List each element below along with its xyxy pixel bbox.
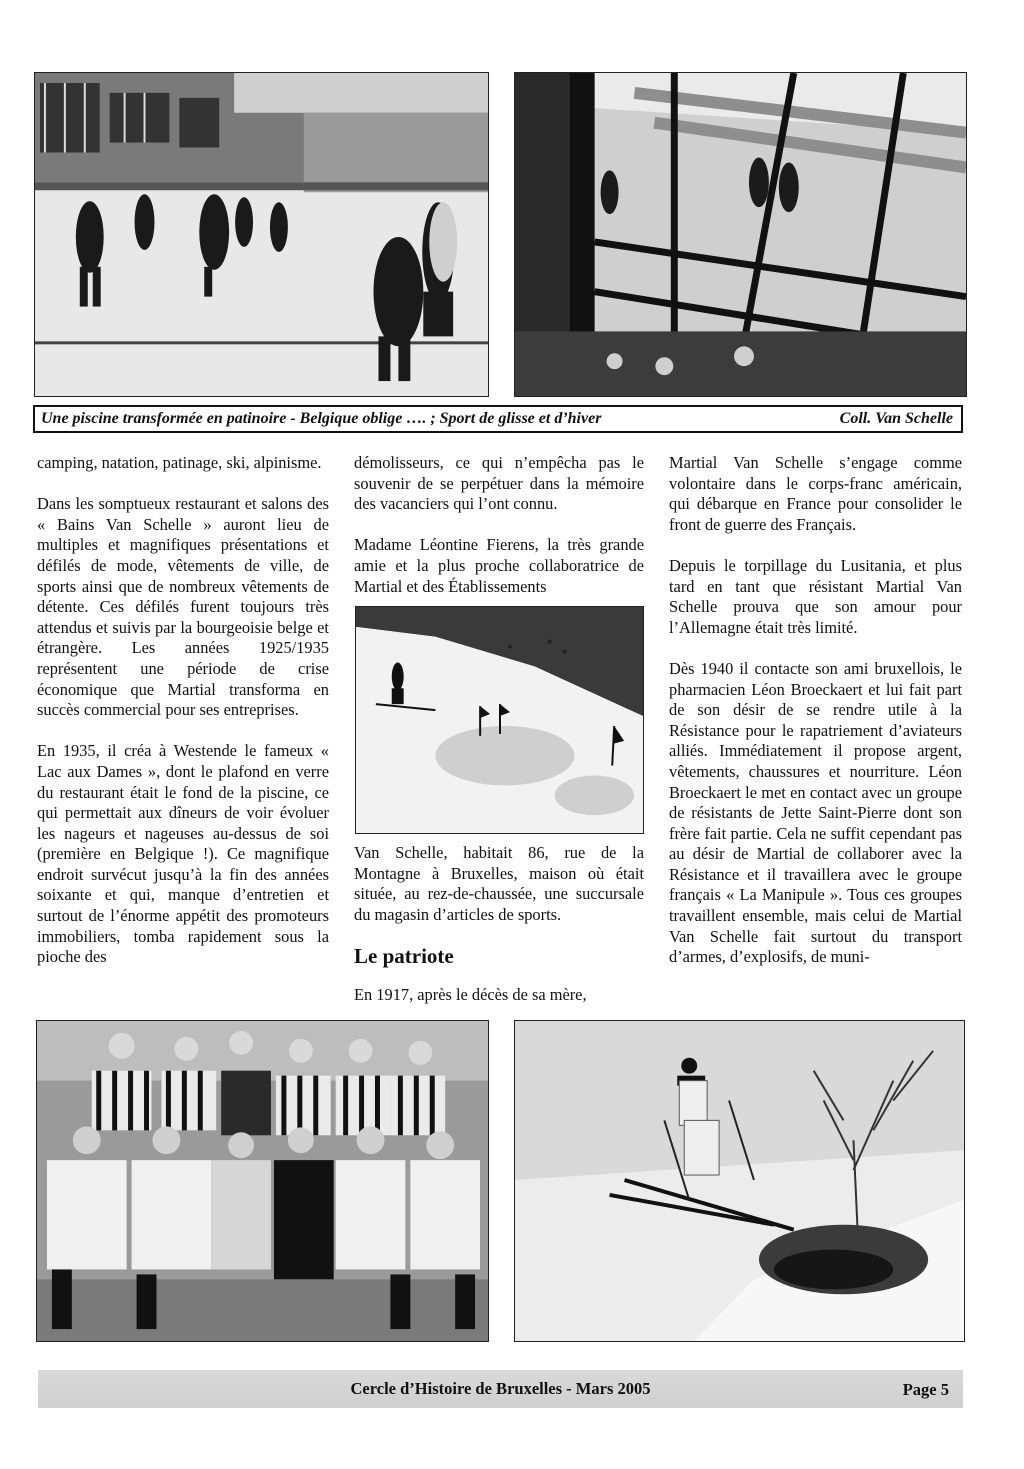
col2-paragraph-2: Madame Léontine Fierens, la très grande amie et la plus proche collaboratrice de Martial et des Établissements bbox=[354, 535, 644, 596]
page-number: Page 5 bbox=[902, 1380, 949, 1399]
col2-paragraph-1: démolisseurs, ce qui n’empêcha pas le souvenir de se perpétuer dans la mémoire des vacanciers qui l’ont connu. bbox=[354, 453, 644, 514]
col1-paragraph-1: camping, natation, patinage, ski, alpinisme. bbox=[37, 453, 322, 472]
col2-paragraph-3: Van Schelle, habitait 86, rue de la Montagne à Bruxelles, maison où était située, au rez-de-chaussée, une succursale du magasin d’articles de sports. bbox=[354, 843, 644, 924]
column-2 bbox=[354, 453, 644, 597]
caption-credit: Coll. Van Schelle bbox=[839, 410, 953, 427]
photo-caption-bar bbox=[33, 405, 963, 433]
col3-paragraph-2: Depuis le torpillage du Lusitania, et plus tard en tant que résistant Martial Van Schelle prouva que son amour pour l’Allemagne était très limité. bbox=[669, 555, 962, 637]
photo-skaters-overhead bbox=[514, 72, 967, 397]
photo-ice-rink-skaters bbox=[34, 72, 489, 397]
caption-text: Une piscine transformée en patinoire - Belgique oblige …. ; Sport de glisse et d’hiver bbox=[41, 410, 602, 427]
footer-title: Cercle d’Histoire de Bruxelles - Mars 2005 bbox=[350, 1379, 651, 1398]
column-1 bbox=[37, 453, 329, 968]
page-footer bbox=[38, 1370, 963, 1408]
col2-paragraph-4: En 1917, après le décès de sa mère, bbox=[354, 984, 587, 1004]
col3-paragraph-1: Martial Van Schelle s’engage comme volontaire dans le corps-franc américain, qui débarque en France pour consolider le front de guerre des Français. bbox=[669, 453, 962, 534]
section-heading-le-patriote: Le patriote bbox=[354, 943, 454, 968]
photo-slalom-skier bbox=[355, 606, 644, 834]
photo-hockey-team bbox=[36, 1020, 489, 1342]
column-2-continued bbox=[354, 843, 644, 1005]
photo-ski-jumper bbox=[514, 1020, 965, 1342]
column-3 bbox=[669, 453, 962, 968]
col1-paragraph-3: En 1935, il créa à Westende le fameux « Lac aux Dames », dont le plafond en verre du restaurant était le fond de la piscine, ce qui permettait aux dîneurs de voir évoluer les nageurs et nageuses au-dessus de soi (première en Belgique !). Ce magnifique endroit survécut jusqu’à la fin des années soixante et qui, manque d’entretien et surtout de l’énorme appétit des promoteurs immobiliers, tomba rapidement sous la pioche des bbox=[37, 741, 329, 967]
col3-paragraph-3: Dès 1940 il contacte son ami bruxellois, le pharmacien Léon Broeckaert et lui fait part de son désir de se rendre utile à la Résistance pour le rapatriement d’aviateurs alliés. Immédiatement il propose argent, vêtements, chaussures et nourriture. Léon Broeckaert le met en contact avec un groupe de résistants de Jette Saint-Pierre dont son frère fait partie. Cela ne suffit cependant pas au désir de Martial de collaborer avec la Résistance et il travaillera avec le groupe français « La Manipule ». Tous ces groupes travaillent ensemble, mais celui de Martial Van Schelle fait surtout du transport d’armes, d’explosifs, de muni- bbox=[669, 658, 962, 967]
col1-paragraph-2: Dans les somptueux restaurant et salons des « Bains Van Schelle » auront lieu de multiples et magnifiques présentations et défilés de mode, vêtements de ville, de sports ainsi que de nombreux vêtements de détente. Ces défilés furent toujours très attendus et suivis par la bourgeoisie belge et étrangère. Les années 1925/1935 représentent une période de crise économique que Martial transforma en succès commercial pour ses entreprises. bbox=[37, 494, 329, 720]
